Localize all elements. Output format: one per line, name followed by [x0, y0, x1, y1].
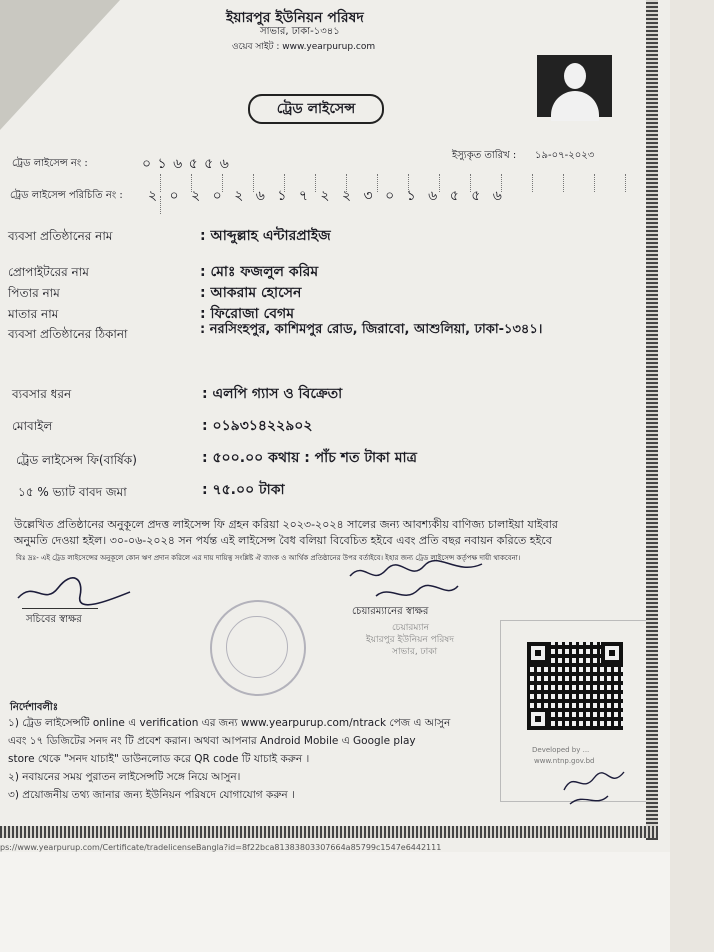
field-label-vat: ১৫ % ভ্যাট বাবদ জমা — [18, 485, 127, 499]
instruction-line-2: এবং ১৭ ডিজিটের সনদ নং টি প্রবেশ করান। অথবা আপনার Android Mobile এ Google play — [8, 735, 416, 747]
issue-date: ১৯-০৭-২০২৩ — [535, 150, 595, 161]
photo-placeholder-icon — [537, 55, 612, 117]
field-value-proprietor: : মোঃ ফজলুল করিম — [200, 264, 319, 280]
field-label-business-type: ব্যবসার ধরন — [12, 387, 72, 401]
field-value-vat: : ৭৫.০০ টাকা — [202, 482, 285, 498]
license-number-label: ট্রেড লাইসেন্স নং : — [12, 158, 88, 169]
chairman-signature-icon — [346, 556, 486, 608]
instructions-heading: নির্দেশাবলীঃ — [10, 702, 59, 713]
field-value-business-name: : আব্দুল্লাহ এন্টারপ্রাইজ — [200, 228, 331, 244]
instruction-line-5: ৩) প্রয়োজনীয় তথ্য জানার জন্য ইউনিয়ন পরিষদে যোগাযোগ করুন । — [8, 789, 295, 801]
round-seal-icon — [210, 600, 306, 696]
validity-paragraph-line-2: অনুমতি দেওয়া হইল। ৩০-০৬-২০২৪ সন পর্যন্ত এই লাইসেন্স বৈধ বলিয়া বিবেচিত হইবে এবং প্রতি বছর নবায়ন করিতে হইবে — [14, 534, 552, 547]
field-label-father: পিতার নাম — [8, 286, 60, 300]
license-id-label: ট্রেড লাইসেন্স পরিচিতি নং : — [10, 190, 123, 201]
qr-caption-line-1: Developed by ... — [532, 746, 590, 754]
disclaimer-note: বিঃ দ্রঃ- এই ট্রেড লাইসেন্সের অনুকূলে কোন ঋণ প্রদান করিলে এর দায় দায়িত্ব সংশ্লিষ্ট ঐ ব্যাংক ও আর্থিক প্রতিষ্ঠানের উপর বর্তাইবে। ইহার জন্য ট্রেড লাইসেন্স কর্তৃপক্ষ দায়ী থাকবেনা। — [16, 554, 521, 562]
chairman-stamp-title: চেয়ারম্যান — [392, 623, 429, 633]
field-value-father: : আকরাম হোসেন — [200, 285, 302, 301]
qr-corner-top-left — [527, 642, 549, 664]
field-label-mobile: মোবাইল — [12, 419, 53, 433]
validity-paragraph-line-1: উল্লেখিত প্রতিষ্ঠানের অনুকূলে প্রদত্ত লাইসেন্স ফি গ্রহন করিয়া ২০২৩-২০২৪ সালের জন্য আবশ্যকীয় বাণিজ্য চালাইয়া যাইবার — [14, 518, 558, 531]
secretary-signature-label: সচিবের স্বাক্ষর — [26, 614, 82, 625]
license-number: ০ ১ ৬ ৫ ৫ ৬ — [142, 156, 230, 172]
field-value-address: : নরসিংহপুর, কাশিমপুর রোড, জিরাবো, আশুলিয়া, ঢাকা-১৩৪১। — [200, 322, 543, 337]
handwritten-note-icon — [560, 760, 630, 810]
field-value-mother: : ফিরোজা বেগম — [200, 306, 294, 322]
office-website: ওয়েব সাইট : www.yearpurup.com — [232, 42, 376, 52]
chairman-signature-label: চেয়ারম্যানের স্বাক্ষর — [352, 606, 429, 617]
secretary-signature-icon — [14, 570, 134, 610]
qr-corner-top-right — [601, 642, 623, 664]
field-value-mobile: : ০১৯৩১৪২২৯০২ — [202, 418, 313, 434]
qr-caption-line-2: www.ntnp.gov.bd — [534, 757, 595, 765]
field-value-fee: : ৫০০.০০ কথায় : পাঁচ শত টাকা মাত্র — [202, 450, 417, 466]
issue-date-label: ইস্যুকৃত তারিখ : — [452, 150, 517, 161]
secretary-signature-line — [22, 608, 98, 609]
field-label-proprietor: প্রোপাইটরের নাম — [8, 265, 89, 279]
footer-url: ps://www.yearpurup.com/Certificate/tradelicenseBangla?id=8f22bca8138380330​7664a85799c1547e6442111 — [0, 843, 442, 852]
document-title: ট্রেড লাইসেন্স — [248, 94, 384, 124]
office-name: ইয়ারপুর ইউনিয়ন পরিষদ — [226, 10, 364, 26]
field-value-business-type: : এলপি গ্যাস ও বিক্রেতা — [202, 386, 343, 402]
chairman-stamp-office: ইয়ারপুর ইউনিয়ন পরিষদ — [366, 635, 454, 645]
office-address: সাভার, ঢাকা-১৩৪১ — [260, 26, 340, 37]
field-label-mother: মাতার নাম — [8, 307, 59, 321]
paper-fold — [0, 0, 120, 130]
qr-corner-bottom-left — [527, 708, 549, 730]
instruction-line-3: store থেকে "সনদ যাচাই" ডাউনলোড করে QR code টি যাচাই করুন । — [8, 753, 310, 765]
instruction-line-1: ১) ট্রেড লাইসেন্সটি online এ verification এর জন্য www.yearpurup.com/ntrack পেজ এ আসুন — [8, 717, 451, 729]
license-id-digits: ২ ০ ২ ০ ২ ৬ ১ ৭ ২ ২ ৩ ০ ১ ৬ ৫ ৫ ৬ — [148, 188, 503, 204]
page-bottom-area — [0, 852, 670, 952]
decorative-border-right — [646, 0, 658, 840]
field-label-business-name: ব্যবসা প্রতিষ্ঠানের নাম — [8, 229, 113, 243]
field-label-address: ব্যবসা প্রতিষ্ঠানের ঠিকানা — [8, 327, 128, 341]
instruction-line-4: ২) নবায়নের সময় পুরাতন লাইসেন্সটি সঙ্গে নিয়ে আসুন। — [8, 771, 241, 783]
decorative-border-bottom — [0, 826, 658, 838]
field-label-fee: ট্রেড লাইসেন্স ফি(বার্ষিক) — [16, 453, 137, 467]
chairman-stamp-place: সাভার, ঢাকা — [392, 647, 438, 657]
